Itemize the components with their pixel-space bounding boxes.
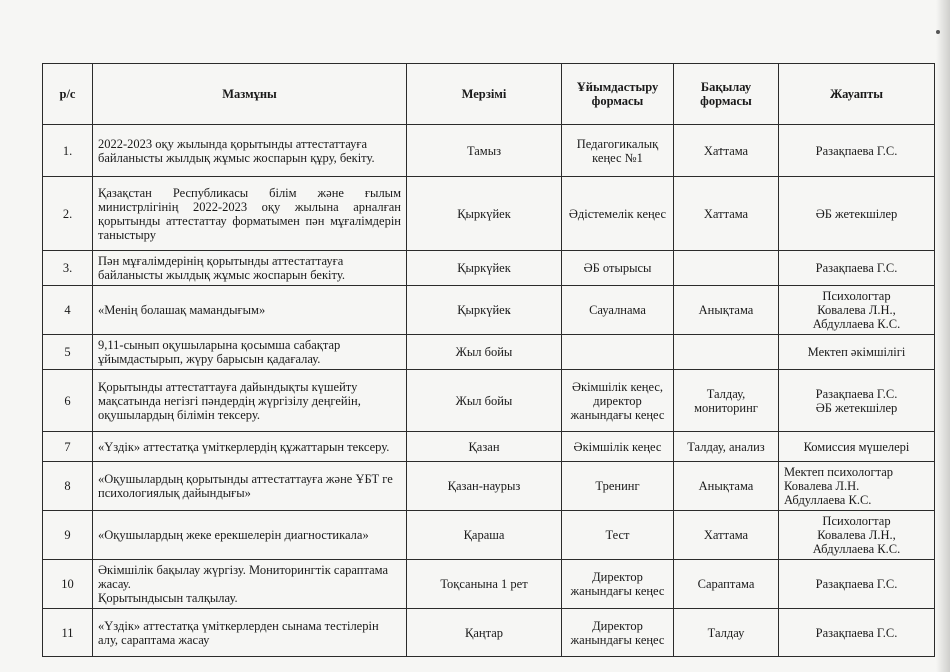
scan-speck (936, 30, 940, 34)
row-num: 11 (43, 609, 93, 657)
row-control-form: Сараптама (674, 560, 779, 609)
row-content: Қорытынды аттестаттауға дайындықты күшейту мақсатында негізгі пәндердің жүргізілу деңгейін, оқушылардың білімін тексеру. (93, 370, 407, 432)
row-date: Жыл бойы (407, 370, 562, 432)
row-content: «Үздік» аттестатқа үміткерлерден сынама тестілерін алу, сараптама жасау (93, 609, 407, 657)
header-content: Мазмұны (93, 64, 407, 125)
row-content: «Үздік» аттестатқа үміткерлердің құжаттарын тексеру. (93, 432, 407, 462)
header-date: Мерзімі (407, 64, 562, 125)
row-date: Қараша (407, 511, 562, 560)
row-control-form: Хаттама (674, 177, 779, 251)
header-org-form: Ұйымдастыру формасы (562, 64, 674, 125)
row-num: 1. (43, 125, 93, 177)
row-responsible: Психологтар Ковалева Л.Н., Абдуллаева К.С. (779, 511, 935, 560)
row-content: Қазақстан Республикасы білім және ғылым министрлігінің 2022-2023 оқу жылына арналған қорытынды аттестаттау форматымен пән мұғалімдерін таныстыру (93, 177, 407, 251)
row-content: 9,11-сынып оқушыларына қосымша сабақтар ұйымдастырып, жүру барысын қадағалау. (93, 335, 407, 370)
table-row (43, 511, 935, 560)
row-org-form: Әдістемелік кеңес (562, 177, 674, 251)
row-date: Жыл бойы (407, 335, 562, 370)
row-num: 6 (43, 370, 93, 432)
header-num: р/с (43, 64, 93, 125)
row-org-form: Директор жанындағы кеңес (562, 609, 674, 657)
table-row (43, 462, 935, 511)
row-num: 2. (43, 177, 93, 251)
row-num: 5 (43, 335, 93, 370)
row-control-form: Талдау, мониторинг (674, 370, 779, 432)
row-responsible: Мектеп психологтар Ковалева Л.Н. Абдуллаева К.С. (779, 462, 935, 511)
table-row (43, 560, 935, 609)
row-date: Қаңтар (407, 609, 562, 657)
row-control-form: Хаттама (674, 511, 779, 560)
row-content: Пән мұғалімдерінің қорытынды аттестаттауға байланысты жылдық жұмыс жоспарын бекіту. (93, 251, 407, 286)
row-control-form: Анықтама (674, 462, 779, 511)
row-responsible: ӘБ жетекшілер (779, 177, 935, 251)
row-org-form (562, 335, 674, 370)
header-responsible: Жауапты (779, 64, 935, 125)
work-plan-table (42, 63, 935, 657)
row-num: 7 (43, 432, 93, 462)
table-row (43, 177, 935, 251)
row-num: 4 (43, 286, 93, 335)
row-responsible: Разақпаева Г.С. ӘБ жетекшілер (779, 370, 935, 432)
header-control-form: Бақылау формасы (674, 64, 779, 125)
row-num: 8 (43, 462, 93, 511)
page-edge-shadow (936, 0, 950, 672)
row-org-form: ӘБ отырысы (562, 251, 674, 286)
table-row (43, 286, 935, 335)
row-control-form: Талдау, анализ (674, 432, 779, 462)
row-date: Қыркүйек (407, 251, 562, 286)
table-header-row (43, 64, 935, 125)
table-row (43, 251, 935, 286)
row-control-form: Хаттама (674, 125, 779, 177)
row-content: «Менің болашақ мамандығым» (93, 286, 407, 335)
row-control-form: Талдау (674, 609, 779, 657)
row-org-form: Әкімшілік кеңес (562, 432, 674, 462)
row-org-form: Тренинг (562, 462, 674, 511)
row-responsible: Разақпаева Г.С. (779, 560, 935, 609)
row-content: «Оқушылардың қорытынды аттестаттауға және ҰБТ ге психологиялық дайындығы» (93, 462, 407, 511)
row-responsible: Мектеп әкімшілігі (779, 335, 935, 370)
row-content: 2022-2023 оқу жылында қорытынды аттестаттауға байланысты жылдық жұмыс жоспарын құру, бекіту. (93, 125, 407, 177)
row-control-form (674, 335, 779, 370)
row-responsible: Комиссия мүшелері (779, 432, 935, 462)
row-org-form: Директор жанындағы кеңес (562, 560, 674, 609)
row-responsible: Разақпаева Г.С. (779, 609, 935, 657)
row-date: Қазан (407, 432, 562, 462)
row-org-form: Тест (562, 511, 674, 560)
row-responsible: Разақпаева Г.С. (779, 125, 935, 177)
row-responsible: Психологтар Ковалева Л.Н., Абдуллаева К.С. (779, 286, 935, 335)
row-org-form: Сауалнама (562, 286, 674, 335)
row-control-form (674, 251, 779, 286)
row-org-form: Педагогикалық кеңес №1 (562, 125, 674, 177)
table-row (43, 335, 935, 370)
row-control-form: Анықтама (674, 286, 779, 335)
row-responsible: Разақпаева Г.С. (779, 251, 935, 286)
row-date: Қазан-наурыз (407, 462, 562, 511)
row-content: «Оқушылардың жеке ерекшелерін диагностикала» (93, 511, 407, 560)
row-num: 3. (43, 251, 93, 286)
row-date: Тоқсанына 1 рет (407, 560, 562, 609)
row-num: 10 (43, 560, 93, 609)
row-org-form: Әкімшілік кеңес, директор жанындағы кеңес (562, 370, 674, 432)
row-content: Әкімшілік бақылау жүргізу. Мониторингтік сараптама жасау. Қорытындысын талқылау. (93, 560, 407, 609)
row-date: Тамыз (407, 125, 562, 177)
row-num: 9 (43, 511, 93, 560)
row-date: Қыркүйек (407, 286, 562, 335)
table-row (43, 432, 935, 462)
table-row (43, 125, 935, 177)
table-row (43, 370, 935, 432)
table-row (43, 609, 935, 657)
row-date: Қыркүйек (407, 177, 562, 251)
